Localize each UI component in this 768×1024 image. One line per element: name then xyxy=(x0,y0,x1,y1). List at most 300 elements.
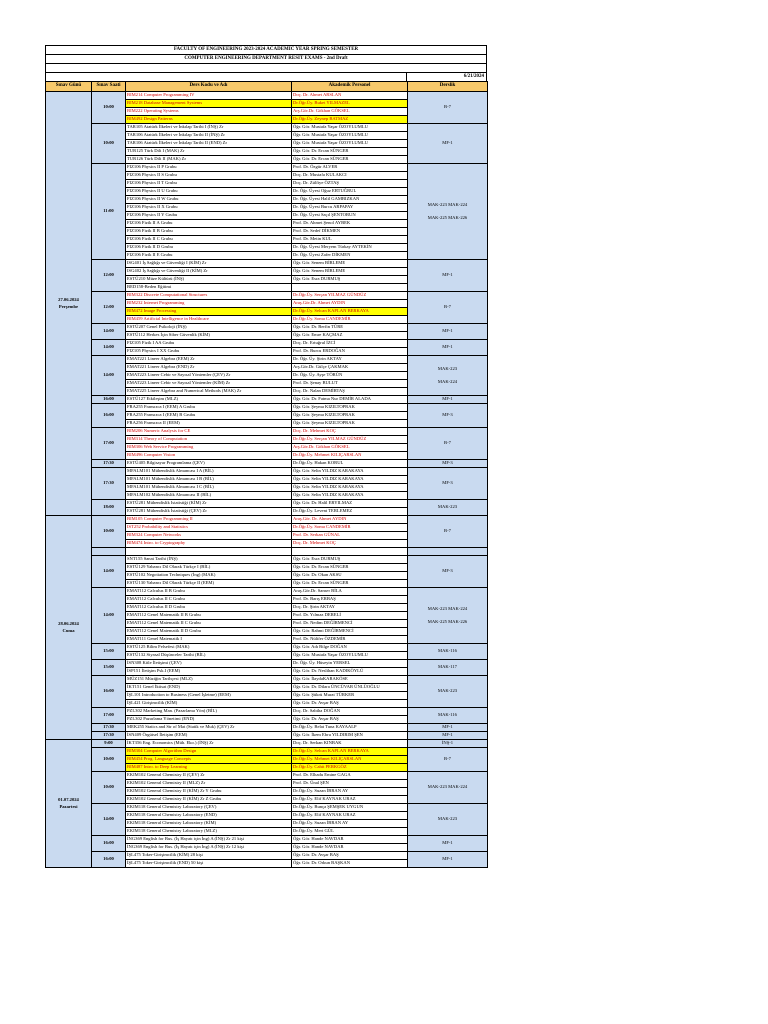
exam-room: MF-1 xyxy=(408,836,488,852)
course-name: SNT155 Sanat Tarihi (İNŞ) xyxy=(126,556,292,564)
academic-staff: Dr.Öğr.Üy. Hakan KORUL xyxy=(292,460,408,468)
exam-time: 14:00 xyxy=(92,356,126,396)
course-name: IST252 Probability and Statistics xyxy=(126,524,292,532)
exam-time: 14:00 xyxy=(92,324,126,340)
academic-staff: Öğr. Gör. Rahmi DEĞİRMENCİ xyxy=(292,628,408,636)
academic-staff: Öğr. Gör. Esra DURMUŞ xyxy=(292,276,408,284)
academic-staff: Öğr. Gör. Dr. Ercan SÜNGER xyxy=(292,148,408,156)
table-row xyxy=(46,92,488,100)
academic-staff: Dr.Öğr.Üy. Soma CANDEMİR xyxy=(292,524,408,532)
academic-staff: Doç. Dr. Mehmet KOÇ xyxy=(292,428,408,436)
course-name xyxy=(126,548,292,556)
table-row xyxy=(46,588,488,596)
table-row xyxy=(46,676,488,684)
course-name: FIZ106 Fizik II D Grubu xyxy=(126,244,292,252)
course-name: FRA256 Fransızca II (EEM) xyxy=(126,420,292,428)
course-name: İNG369 English for Bus. (İş Hayatı için İng) A (İNŞ) Zr 21 kişi xyxy=(126,836,292,844)
academic-staff: Öğr. Gör. İlaydaKARAKÖSE xyxy=(292,676,408,684)
blank-row xyxy=(45,64,487,73)
academic-staff: Doç. Dr. Şirin AKTAY xyxy=(292,604,408,612)
course-name: EMAT112 Genel Matematik II C Grubu xyxy=(126,620,292,628)
exam-room: MAK-223 MAK-224 xyxy=(408,356,488,396)
course-name: MÜZ151 Müziğin Tarihçesi (MLZ) xyxy=(126,676,292,684)
course-name: EMAT221 Lineer Algebra (EEM) Zr xyxy=(126,356,292,364)
course-name: ESTÜ112 Herkes İçin Siber Güvenlik (KİM) xyxy=(126,332,292,340)
course-name: ISG401 İş Sağlığı ve Güvenliği I (KİM) Zr xyxy=(126,260,292,268)
course-name: ESTÜ405 Bilgisayar Programlama (ÇEV) xyxy=(126,460,292,468)
exam-room: MF-1 xyxy=(408,396,488,404)
course-name: ESTÜ207 Genel Psikoloji (İNŞ) xyxy=(126,324,292,332)
academic-staff: Doç. Dr. Ertuğrul İZCİ xyxy=(292,340,408,348)
academic-staff: Prof. Dr. Serkan GÜNAL xyxy=(292,532,408,540)
course-name: ESTÜ129 Yabancı Dil Olarak Türkçe I (BİL) xyxy=(126,564,292,572)
exam-time: 14:00 xyxy=(92,556,126,588)
exam-time xyxy=(92,548,126,556)
academic-staff: Arş.Gör.Dr. Gökhan GÖKSEL xyxy=(292,108,408,116)
table-row xyxy=(46,124,488,132)
course-name: BIM459 Artificial Intelligence in Healthcare xyxy=(126,316,292,324)
course-name: FIZ106 Physics II Y Grubu xyxy=(126,212,292,220)
course-name: İKT356 Eng. Economics (Müh. Eko.) (İNŞ) Zr xyxy=(126,740,292,748)
course-name: MEK255 Statics and Str of Mat (Statik ve Muk) (ÇEV) Zr xyxy=(126,724,292,732)
course-name: BIM496 Computer Vision xyxy=(126,452,292,460)
table-row xyxy=(46,468,488,476)
table-row xyxy=(46,724,488,732)
course-name: EKIM102 General Chemistry II (ÇEV) Zr xyxy=(126,772,292,780)
course-name: ESTÜ102 Negotiation Techniques (İng) (MAK) xyxy=(126,572,292,580)
course-name: PZL302 Pazarlama Yönetimi (END) xyxy=(126,716,292,724)
academic-staff: Dr.Öğr.Üy. Elif KAYNAK URAZ xyxy=(292,812,408,820)
exam-room: MAK-223 xyxy=(408,804,488,836)
course-name: BIM105 Computer Programming II xyxy=(126,516,292,524)
academic-staff: Araş.Gör.Dr. Ahmet AYDIN xyxy=(292,300,408,308)
exam-room: MF-3 xyxy=(408,556,488,588)
course-name: EMAT221 Lineer Algebra (END) Zr xyxy=(126,364,292,372)
col-header-time: Sınav Saati xyxy=(92,82,126,92)
course-name: MFALM101 Mühendislik Almancası I A (BİL) xyxy=(126,468,292,476)
academic-staff: Dr.Öğr.Üy. Selcan KAPLAN BERKAYA xyxy=(292,748,408,756)
course-name: İSN308 Kitle İletişimi (ÇEV) xyxy=(126,660,292,668)
exam-day: 28.06.2024 Cuma xyxy=(46,516,92,740)
table-row xyxy=(46,164,488,172)
table-row xyxy=(46,404,488,412)
academic-staff: Öğr. Gör. Dr. Halil ERYILMAZ xyxy=(292,500,408,508)
course-name: BIM454 Prog. Language Concepts xyxy=(126,756,292,764)
exam-room: MF-1 xyxy=(408,260,488,292)
table-row xyxy=(46,396,488,404)
course-name: MFALM102 Mühendislik Almancası II (BİL) xyxy=(126,492,292,500)
academic-staff: Dr. Öğr. Üy. Şirin AKTAY xyxy=(292,356,408,364)
academic-staff: Öğr. Gör. Selin YILDIZ KARAKAYA xyxy=(292,468,408,476)
academic-staff: Dr. Öğr. Üyesi Meryem Türkay AYTEKİN xyxy=(292,244,408,252)
exam-room: MAK-223 MAK-224 xyxy=(408,772,488,804)
exam-time: 12:00 xyxy=(92,260,126,292)
course-name: ESTÜ125 Bilim Felsefesi (MAK) xyxy=(126,644,292,652)
course-name: TUR126 Türk Dili II (MAK) Zr xyxy=(126,156,292,164)
course-name: FIZ106 Physics II S Grubu xyxy=(126,172,292,180)
table-row xyxy=(46,292,488,300)
course-name: EMAT112 Calculus II B Grubu xyxy=(126,588,292,596)
exam-room: MAK-223 MAK-224 MAK-225 MAK-226 xyxy=(408,164,488,260)
table-header-row xyxy=(46,82,488,92)
exam-time: 16:00 xyxy=(92,404,126,428)
academic-staff: Prof. Dr. Nülifer ÖZDEMİR xyxy=(292,636,408,644)
exam-room: B-7 xyxy=(408,748,488,772)
academic-staff: Öğr. Gör. Şükrü Murat TÜRKER xyxy=(292,692,408,700)
course-name: TUR125 Türk Dili I (MAK) Zr xyxy=(126,148,292,156)
exam-room: MAK-116 xyxy=(408,644,488,660)
course-name: FIZ106 Fizik II E Grubu xyxy=(126,252,292,260)
table-row xyxy=(46,340,488,348)
academic-staff: Öğr. Gör. Selin YILDIZ KARAKAYA xyxy=(292,492,408,500)
course-name: FIZ106 Physics II W Grubu xyxy=(126,196,292,204)
course-name: ESTÜ281 Mühendislik İstatistiği (ÇEV) Zr xyxy=(126,508,292,516)
course-name: ESTÜ281 Mühendislik Istatistiği (KİM) Zr xyxy=(126,500,292,508)
exam-time: 17:00 xyxy=(92,428,126,460)
exam-day: 01.07.2024 Pazartesi xyxy=(46,740,92,868)
academic-staff: Dr. Öğr. Üyesi Burcu ARPAPAY xyxy=(292,204,408,212)
exam-time: 14:00 xyxy=(92,340,126,356)
academic-staff: Öğr. Gör. Dr. Dilara ÜNCÜVAR ÜNLÜOĞLU xyxy=(292,684,408,692)
exam-room: MAK-223 xyxy=(408,500,488,516)
course-name: EKIM102 General Chemistry II (KİM) Zr Y Grubu xyxy=(126,788,292,796)
academic-staff: Dr. Öğr. Üyesi Saçıl ŞENTORUN xyxy=(292,212,408,220)
academic-staff: Öğr. Gör. İkem Ebru YILDIRIM ŞEN xyxy=(292,732,408,740)
course-name: FIZ106 Fizik II C Grubu xyxy=(126,236,292,244)
course-name: FIZ105 Fizik I AA Grubu xyxy=(126,340,292,348)
exam-room: MF-1 xyxy=(408,724,488,732)
academic-staff: Prof. Dr. Şenay BULUT xyxy=(292,380,408,388)
table-row xyxy=(46,644,488,652)
academic-staff: Öğr. Gör. Dr. Okan AKSU xyxy=(292,572,408,580)
academic-staff: Doç. Dr. Nalan DEMİRTAŞ xyxy=(292,388,408,396)
exam-time: 16:00 xyxy=(92,852,126,868)
academic-staff: Dr. Öğr. Üyesi Oğuz ERTUĞRUL xyxy=(292,188,408,196)
course-name: BIM474 Intro. to Cryptography xyxy=(126,540,292,548)
exam-time: 14:00 xyxy=(92,804,126,836)
exam-time: 10:00 xyxy=(92,92,126,124)
table-row xyxy=(46,836,488,844)
academic-staff: Öğr. Gör. Mustafa Yaşar ÖZOYLUMLU xyxy=(292,140,408,148)
course-name: İŞL475 Toker-Girişimcilik (KİM) 28 kişi xyxy=(126,852,292,860)
course-name: İKT151 Genel İktisat (END) xyxy=(126,684,292,692)
exam-room: MF-1 xyxy=(408,124,488,164)
table-row xyxy=(46,500,488,508)
academic-staff: Öğr. Gör. Mustafa Yaşar ÖZOYLUMLU xyxy=(292,652,408,660)
course-name: BIM322 Discrete Computational Structures xyxy=(126,292,292,300)
academic-staff: Dr.Öğr.Üy. Bunça ŞEMŞEK UYGUN xyxy=(292,804,408,812)
academic-staff: Doç. Dr. Mehmet KOÇ xyxy=(292,540,408,548)
schedule-table xyxy=(45,81,488,868)
exam-room: İNŞ-1 xyxy=(408,740,488,748)
course-name: İŞL421 Girişimcilik (KİM) xyxy=(126,700,292,708)
academic-staff: Doç. Dr. Serkan KINBAK xyxy=(292,740,408,748)
academic-staff: Öğr. Gör. Dr. Avşar BAŞ xyxy=(292,716,408,724)
academic-staff: Prof. Dr. Burcu ERDOĞAN xyxy=(292,348,408,356)
table-row xyxy=(46,660,488,668)
course-name: EMAT112 Calculus II C Grubu xyxy=(126,596,292,604)
academic-staff: Öğr. Gör. Mustafa Yaşar ÖZOYLUMLU xyxy=(292,132,408,140)
academic-staff: Öğr. Gör. Şeyma KIZILTOPRAK xyxy=(292,404,408,412)
exam-room: B-7 xyxy=(408,516,488,548)
academic-staff: Dr.Öğr.Üy. Soma CANDEMİR xyxy=(292,316,408,324)
academic-staff: Prof. Dr. Elhadu Emine GAGA xyxy=(292,772,408,780)
exam-time: 18:00 xyxy=(92,500,126,516)
exam-room: MF-1 xyxy=(408,340,488,356)
course-name: FIZ106 Physics II P Grubu xyxy=(126,164,292,172)
exam-time: 10:00 xyxy=(92,748,126,772)
department-title: COMPUTER ENGINEERING DEPARTMENT RESIT EXAMS - 2nd Draft xyxy=(45,55,487,64)
academic-staff: Dr.Öğr.Üy. Mehmet KILIÇARSLAN xyxy=(292,452,408,460)
exam-time: 17:30 xyxy=(92,724,126,732)
course-name: EMAT223 Lineer Cebir ve Sayısal Yöntemler (ÇEV) Zr xyxy=(126,372,292,380)
course-name: BIM232 Internet Programming xyxy=(126,300,292,308)
course-name: EKIM118 General Chemistry Laboratory (END) xyxy=(126,812,292,820)
academic-staff: Dr. Öğr. Üyesi Halil GAMBIZKAN xyxy=(292,196,408,204)
table-row xyxy=(46,324,488,332)
academic-staff: Öğr. Gör. Selin YILDIZ KARAKAYA xyxy=(292,476,408,484)
col-header-room: Derslik xyxy=(408,82,488,92)
academic-staff: Öğr. Gör. Dr. Avşar BAŞ xyxy=(292,852,408,860)
exam-room: MF-3 xyxy=(408,468,488,500)
course-name: FIZ106 Physics II X Grubu xyxy=(126,204,292,212)
col-header-staff: Akademik Personel xyxy=(292,82,408,92)
course-name: FRA255 Fransızca I (EEM) A Grubu xyxy=(126,404,292,412)
academic-staff: Dr.Öğr.Üy. Cahit PERKGÖZ xyxy=(292,764,408,772)
academic-staff: Dr. Öğr. Üy. Hüseyin YERSEL xyxy=(292,660,408,668)
course-name: İŞL101 Introduction to Business (Genel İşletme) (EEM) xyxy=(126,692,292,700)
academic-staff: Araş.Gör.Dr. Sanser BİLA xyxy=(292,588,408,596)
academic-staff: Doç. Dr. Mustafa KULAKCI xyxy=(292,172,408,180)
exam-time: 12:00 xyxy=(92,292,126,324)
course-name: TAR106 Atatürk İlkeleri ve İnkılap Tarihi II (İNŞ) Zr xyxy=(126,132,292,140)
exam-time: 11:00 xyxy=(92,164,126,260)
course-name: ESTÜ127 Etkileşim (MLZ) xyxy=(126,396,292,404)
academic-staff: Prof. Dr. Ahmet Şenol AYBEK xyxy=(292,220,408,228)
table-row xyxy=(46,740,488,748)
course-name: BIM314 Theory of Computation xyxy=(126,436,292,444)
academic-staff: Dr.Öğr.Üy. Buket YILMAZEL xyxy=(292,100,408,108)
academic-staff: Dr.Öğr.Üy. Serçan YILMAZ GÜNDÜZ xyxy=(292,292,408,300)
academic-staff: Doç. Dr. Sabiha DOĞAN xyxy=(292,708,408,716)
course-name: EKIM102 General Chemistry II (KİM) Zr Z Grubu xyxy=(126,796,292,804)
course-name: İSP151 İletişim Psk.I (EEM) xyxy=(126,668,292,676)
exam-time: 10:00 xyxy=(92,772,126,804)
course-name: BIM218 Database Management Systems xyxy=(126,100,292,108)
course-name: ESTÜ130 Yabancı Dil Olarak Türkçe II (EEM) xyxy=(126,580,292,588)
course-name: BIM304 Computer Algorithm Design xyxy=(126,748,292,756)
academic-staff xyxy=(292,284,408,292)
exam-room: MF-1 xyxy=(408,732,488,740)
exam-room: MF-3 xyxy=(408,460,488,468)
exam-time: 10:00 xyxy=(92,516,126,548)
exam-room: B-7 xyxy=(408,428,488,460)
course-name: EKIM118 General Chemistry Laboratory (MLZ) xyxy=(126,828,292,836)
exam-room: B-7 xyxy=(408,92,488,124)
academic-staff: Prof. Dr. Metin KUL xyxy=(292,236,408,244)
col-header-course: Ders Kodu ve Adı xyxy=(126,82,292,92)
exam-time: 14:00 xyxy=(92,588,126,644)
exam-room: MAK-116 xyxy=(408,708,488,724)
exam-time: 17:30 xyxy=(92,468,126,500)
academic-staff: Araş.Gör. Dr. Ahmet AYDIN xyxy=(292,516,408,524)
exam-time: 15:00 xyxy=(92,660,126,676)
course-name: EKIM118 General Chemistry Laboratory (KİM) xyxy=(126,820,292,828)
course-name: EMAT223 Lineer Cebir ve Sayısal Yöntemler (KİM) Zr xyxy=(126,380,292,388)
course-name: ISG402 İş Sağlığı ve Güvenliği II (KİM) Zr xyxy=(126,268,292,276)
table-row xyxy=(46,356,488,364)
course-name: TAR106 Atatürk İlkeleri ve İnkılap Tarihi II (END) Zr xyxy=(126,140,292,148)
academic-staff: Arş.Gör.Dr. Gülçe ÇAKMAK xyxy=(292,364,408,372)
exam-time: 17:00 xyxy=(92,708,126,724)
academic-staff: Öğr. Gör. Emre KAÇMAZ xyxy=(292,332,408,340)
academic-staff: Dr.Öğr.Üy. Suzan İBRAN AY xyxy=(292,788,408,796)
table-row xyxy=(46,732,488,740)
academic-staff: Prof. Dr. Nedim DEĞİRMENCİ xyxy=(292,620,408,628)
exam-time: 16:00 xyxy=(92,836,126,852)
academic-staff: Prof. Dr. Özgür ALVER xyxy=(292,164,408,172)
course-name: BIM487 Intro. to Deep Learning xyxy=(126,764,292,772)
academic-staff: Arş.Gör.Dr. Gökhan GÖKSEL xyxy=(292,444,408,452)
table-row xyxy=(46,852,488,860)
course-name: BIM306 Web Service Programming xyxy=(126,444,292,452)
table-row xyxy=(46,460,488,468)
course-name: EKIM102 General Chemistry II (MLZ) Zr xyxy=(126,780,292,788)
course-name: FIZ106 Fizik II A Grubu xyxy=(126,220,292,228)
table-row xyxy=(46,428,488,436)
table-row xyxy=(46,772,488,780)
exam-time: 10:00 xyxy=(92,124,126,164)
exam-room: MAK-117 xyxy=(408,660,488,676)
course-name: EMAT112 Calculus II D Grubu xyxy=(126,604,292,612)
table-row xyxy=(46,556,488,564)
course-name: EKIM118 General Chemistry Laboratory (ÇEV) xyxy=(126,804,292,812)
course-name: FIZ106 Physics II U Grubu xyxy=(126,188,292,196)
course-name: BED158-Beden Eğitimi xyxy=(126,284,292,292)
course-name: İSN409 Örgütsel İletişim (EEM) xyxy=(126,732,292,740)
academic-staff: Dr.Öğr.Üy. Selcan KAPLAN BERKAYA xyxy=(292,308,408,316)
date-row xyxy=(45,73,487,81)
academic-staff: Prof. Dr. Ünal ŞEN xyxy=(292,780,408,788)
academic-staff: Öğr. Gör. Dr. Ercan SÜNGER xyxy=(292,156,408,164)
course-name: ESTÜ210 Müze Kültürü (İNŞ) xyxy=(126,276,292,284)
academic-staff: Dr.Öğr.Üy. Zeynep BATMAZ xyxy=(292,116,408,124)
course-name: BIM472 Image Processing xyxy=(126,308,292,316)
academic-staff: Dr.Öğr.Üy. Belat Tuna KAYAALP xyxy=(292,724,408,732)
academic-staff: Öğr. Gör. Şeyma KIZILTOPRAK xyxy=(292,420,408,428)
academic-staff: Öğr. Gör. Dr. Orkun BAŞKAN xyxy=(292,860,408,868)
faculty-title: FACULTY OF ENGINEERING 2023-2024 ACADEMIC YEAR SPRING SEMESTER xyxy=(45,45,487,55)
table-row xyxy=(46,804,488,812)
course-name: BIM214 Computer Programming IV xyxy=(126,92,292,100)
academic-staff: Dr.Öğr.Üy. Serçan YILMAZ GÜNDÜZ xyxy=(292,436,408,444)
course-name: FRA255 Fransızca I (EEM) B Grubu xyxy=(126,412,292,420)
academic-staff: Öğr. Gör. Senem BİRLEME xyxy=(292,268,408,276)
course-name: TAR105 Atatürk İlkeleri ve İnkılap Tarihi I (İNŞ) Zr xyxy=(126,124,292,132)
course-name: EMAT112 Genel Matematik II B Grubu xyxy=(126,612,292,620)
academic-staff: Prof. Dr. Yılmaz DERELİ xyxy=(292,612,408,620)
academic-staff: Öğr. Gör. Dr. Ercan SÜNGER xyxy=(292,580,408,588)
schedule-body xyxy=(46,92,488,868)
exam-room: MAK-223 MAK-224 MAK-225 MAK-226 xyxy=(408,588,488,644)
table-row xyxy=(46,708,488,716)
course-name: BIM492 Design Patterns xyxy=(126,116,292,124)
exam-room: B-7 xyxy=(408,292,488,324)
table-row xyxy=(46,260,488,268)
table-row xyxy=(46,548,488,556)
academic-staff: Öğr. Gör. Adı Bilge DOĞAN xyxy=(292,644,408,652)
academic-staff: Öğr. Gör. Mustafa Yaşar ÖZOYLUMLU xyxy=(292,124,408,132)
exam-room: MAK-223 xyxy=(408,676,488,708)
academic-staff: Öğr. Gör. Hande NAVDAR xyxy=(292,844,408,852)
academic-staff: Prof. Dr. Sedef DİKMEN xyxy=(292,228,408,236)
exam-time: 17:30 xyxy=(92,732,126,740)
exam-room xyxy=(408,548,488,556)
exam-time: 16:00 xyxy=(92,396,126,404)
table-row xyxy=(46,516,488,524)
exam-time: 15:00 xyxy=(92,644,126,660)
course-name: PZL302 Marketing Man. (Pazarlama Yön) (BİL) xyxy=(126,708,292,716)
academic-staff: Öğr. Gör. Dr. Neslihan KADIKÖYLÜ xyxy=(292,668,408,676)
exam-time: 16:00 xyxy=(92,676,126,708)
academic-staff: Öğr. Gör. Dr. Ercan SÜNGER xyxy=(292,564,408,572)
academic-staff: Öğr. Gör. Dr. Avşar BAŞ xyxy=(292,700,408,708)
draft-date: 6/21/2024 xyxy=(406,73,486,81)
exam-room: MF-3 xyxy=(408,404,488,428)
academic-staff: Dr.Öğr.Üy. Mehmet KILIÇARSLAN xyxy=(292,756,408,764)
academic-staff: Öğr. Gör. Hande NAVDAR xyxy=(292,836,408,844)
academic-staff: Öğr. Gör. Esra DURMUŞ xyxy=(292,556,408,564)
col-header-day: Sınav Günü xyxy=(46,82,92,92)
academic-staff: Öğr. Gör. Dr. Fatma Nur DEMİR ALADA xyxy=(292,396,408,404)
course-name: EMAT225 Lineer Algebra and Numerical Methods (MAK) Zr xyxy=(126,388,292,396)
academic-staff xyxy=(292,548,408,556)
academic-staff: Öğr. Gör. Şeyma KIZILTOPRAK xyxy=(292,412,408,420)
course-name: İNG369 English for Bus. (İş Hayatı için İng) A (İNŞ) Zr 12 kişi xyxy=(126,844,292,852)
course-name: MFALM101 Mühendislik Almancası I C (BİL) xyxy=(126,484,292,492)
academic-staff: Dr. Öğr. Üy. Ayşe TÖRÜN xyxy=(292,372,408,380)
course-name: ESTÜ132 Siyasal Düşünceler Tarihi (BİL) xyxy=(126,652,292,660)
course-name: EMAT112 Genel Matematik II D Grubu xyxy=(126,628,292,636)
academic-staff: Öğr. Gör. Dr. Berfin TÜRE xyxy=(292,324,408,332)
course-name: FIZ106 Physics II T Grubu xyxy=(126,180,292,188)
course-name: EMAT111 Genel Matematik I xyxy=(126,636,292,644)
exam-time: 9:00 xyxy=(92,740,126,748)
academic-staff: Dr. Öğr. Üyesi Zafer DİKMEN xyxy=(292,252,408,260)
exam-room: MF-1 xyxy=(408,852,488,868)
course-name: FIZ106 Fizik II B Grubu xyxy=(126,228,292,236)
exam-room: MF-1 xyxy=(408,324,488,340)
academic-staff: Dr.Öğr.Üy. Mert GÜL xyxy=(292,828,408,836)
course-name: FIZ105 Physics I XX Grubu xyxy=(126,348,292,356)
academic-staff: Öğr. Gör. Senem BİRLEME xyxy=(292,260,408,268)
table-row xyxy=(46,748,488,756)
exam-time: 17:30 xyxy=(92,460,126,468)
academic-staff: Dr.Öğr.Üy. Elif KAYNAK URAZ xyxy=(292,796,408,804)
course-name: BIM324 Computer Networks xyxy=(126,532,292,540)
academic-staff: Doç. Dr. Zülfiye ÖZTAŞ xyxy=(292,180,408,188)
course-name: BIM206 Numeric Analysis for CE xyxy=(126,428,292,436)
course-name: BIM222 Operating Systems xyxy=(126,108,292,116)
exam-day: 27.06.2024 Perşembe xyxy=(46,92,92,516)
academic-staff: Dr.Öğr.Üy. Suzan İBRAN AY xyxy=(292,820,408,828)
exam-schedule-sheet xyxy=(45,45,487,868)
course-name: MFALM101 Mühendislik Almancası I B (BİL) xyxy=(126,476,292,484)
academic-staff: Öğr. Gör. Selin YILDIZ KARAKAYA xyxy=(292,484,408,492)
academic-staff: Dr.Öğr.Üy. Levent TERLEMEZ xyxy=(292,508,408,516)
academic-staff: Prof. Dr. Barış ERBAŞ xyxy=(292,596,408,604)
academic-staff: Doç. Dr. Ahmet ARSLAN xyxy=(292,92,408,100)
